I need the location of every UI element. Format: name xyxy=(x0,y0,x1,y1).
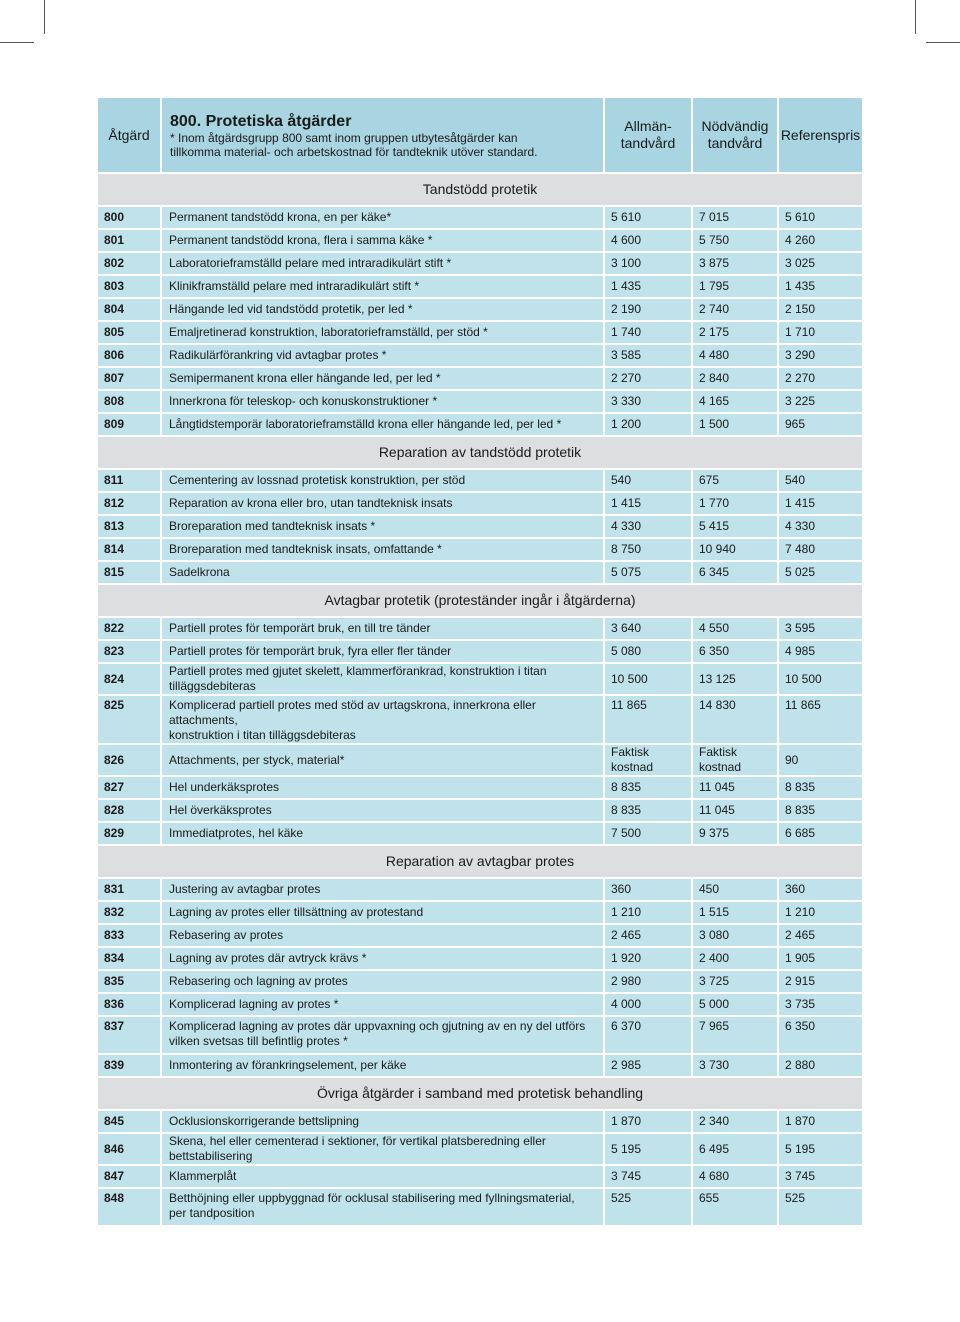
row-description-line: Justering av avtagbar protes xyxy=(169,882,321,896)
row-description-line: Cementering av lossnad protetisk konstruktion, per stöd xyxy=(169,473,466,487)
table-row xyxy=(98,1166,862,1187)
row-nodvandig-tandvard: 7 965 xyxy=(691,1017,777,1053)
row-nodvandig-tandvard: 2 340 xyxy=(691,1111,777,1132)
row-description xyxy=(160,1134,603,1164)
table-row xyxy=(98,1189,862,1225)
table-row xyxy=(98,539,862,560)
row-allman-tandvard: 2 270 xyxy=(603,368,691,389)
table-row xyxy=(98,414,862,435)
row-code: 806 xyxy=(98,345,160,366)
row-referenspris: 2 150 xyxy=(777,299,862,320)
row-referenspris: 8 835 xyxy=(777,777,862,798)
row-allman-tandvard: 11 865 xyxy=(603,696,691,743)
row-code: 848 xyxy=(98,1189,160,1225)
row-code: 803 xyxy=(98,276,160,297)
row-nodvandig-tandvard: 4 480 xyxy=(691,345,777,366)
section-header xyxy=(98,174,862,205)
row-description xyxy=(160,516,603,537)
row-referenspris: 1 415 xyxy=(777,493,862,514)
row-nodvandig-tandvard: 2 840 xyxy=(691,368,777,389)
row-referenspris: 4 985 xyxy=(777,641,862,662)
table-row xyxy=(98,745,862,775)
row-description xyxy=(160,345,603,366)
table-row xyxy=(98,902,862,923)
table-row xyxy=(98,368,862,389)
row-description-line: Broreparation med tandteknisk insats, omfattande * xyxy=(169,542,442,556)
row-description-line: Sadelkrona xyxy=(169,565,230,579)
row-code: 832 xyxy=(98,902,160,923)
table-row xyxy=(98,516,862,537)
header-nodvandig-line2: tandvård xyxy=(707,135,763,151)
row-code: 834 xyxy=(98,948,160,969)
row-nodvandig-tandvard: 11 045 xyxy=(691,777,777,798)
header-allman-tandvard xyxy=(603,98,691,172)
table-row xyxy=(98,1134,862,1164)
row-description-line: Betthöjning eller uppbyggnad för ocklusal stabilisering med fyllningsmaterial, xyxy=(169,1191,575,1205)
row-allman-tandvard: 8 750 xyxy=(603,539,691,560)
row-code: 811 xyxy=(98,470,160,491)
row-code: 833 xyxy=(98,925,160,946)
row-code: 827 xyxy=(98,777,160,798)
row-allman-tandvard: 1 740 xyxy=(603,322,691,343)
row-description-line: Långtidstemporär laboratorieframställd krona eller hängande led, per led * xyxy=(169,417,562,431)
table-row xyxy=(98,207,862,228)
row-nodvandig-tandvard: 655 xyxy=(691,1189,777,1225)
header-note-line1: * Inom åtgärdsgrupp 800 samt inom gruppen utbytesåtgärder kan xyxy=(170,130,518,145)
row-description-line: Broreparation med tandteknisk insats * xyxy=(169,519,376,533)
row-code: 845 xyxy=(98,1111,160,1132)
row-allman-tandvard: 360 xyxy=(603,879,691,900)
table-header xyxy=(98,98,862,172)
row-nodvandig-tandvard: 9 375 xyxy=(691,823,777,844)
row-description-line: Hängande led vid tandstödd protetik, per led * xyxy=(169,302,413,316)
table-row xyxy=(98,925,862,946)
row-description xyxy=(160,562,603,583)
row-nodvandig-tandvard: 11 045 xyxy=(691,800,777,821)
table-row xyxy=(98,253,862,274)
section-header xyxy=(98,585,862,616)
row-allman-tandvard: 3 330 xyxy=(603,391,691,412)
row-code: 846 xyxy=(98,1134,160,1164)
row-nodvandig-tandvard: 1 770 xyxy=(691,493,777,514)
row-referenspris: 10 500 xyxy=(777,664,862,694)
row-code: 812 xyxy=(98,493,160,514)
row-allman-tandvard: 1 210 xyxy=(603,902,691,923)
row-description xyxy=(160,414,603,435)
row-code: 839 xyxy=(98,1055,160,1076)
row-description-line: Radikulärförankring vid avtagbar protes * xyxy=(169,348,387,362)
row-referenspris: 3 225 xyxy=(777,391,862,412)
row-allman-tandvard: 3 640 xyxy=(603,618,691,639)
row-description xyxy=(160,971,603,992)
row-referenspris: 3 735 xyxy=(777,994,862,1015)
row-code: 807 xyxy=(98,368,160,389)
row-allman-tandvard: 6 370 xyxy=(603,1017,691,1053)
row-referenspris: 1 210 xyxy=(777,902,862,923)
header-code-label: Åtgärd xyxy=(98,98,160,172)
header-referenspris: Referenspris xyxy=(777,98,862,172)
section-title: Avtagbar protetik (proteständer ingår i åtgärderna) xyxy=(98,585,862,616)
row-allman-tandvard: Faktisk kostnad xyxy=(603,745,691,775)
row-allman-tandvard: 3 585 xyxy=(603,345,691,366)
row-description xyxy=(160,207,603,228)
row-allman-tandvard: 2 190 xyxy=(603,299,691,320)
row-description xyxy=(160,1166,603,1187)
crop-mark xyxy=(0,42,34,43)
row-description xyxy=(160,1111,603,1132)
page-title: 800. Protetiska åtgärder xyxy=(170,112,352,130)
row-referenspris: 1 710 xyxy=(777,322,862,343)
table-row xyxy=(98,345,862,366)
row-description-line: Partiell protes för temporärt bruk, fyra eller fler tänder xyxy=(169,644,452,658)
row-description-line: Klammerplåt xyxy=(169,1169,237,1183)
row-nodvandig-tandvard: 2 740 xyxy=(691,299,777,320)
row-allman-tandvard: 5 610 xyxy=(603,207,691,228)
row-description xyxy=(160,994,603,1015)
row-code: 826 xyxy=(98,745,160,775)
row-referenspris: 2 270 xyxy=(777,368,862,389)
row-allman-tandvard: 5 075 xyxy=(603,562,691,583)
row-referenspris: 965 xyxy=(777,414,862,435)
section-header xyxy=(98,437,862,468)
crop-mark xyxy=(915,0,916,34)
row-description-line: per tandposition xyxy=(169,1206,255,1220)
row-description xyxy=(160,641,603,662)
table-row xyxy=(98,391,862,412)
row-code: 829 xyxy=(98,823,160,844)
row-code: 815 xyxy=(98,562,160,583)
row-allman-tandvard: 8 835 xyxy=(603,777,691,798)
table-row xyxy=(98,879,862,900)
row-code: 835 xyxy=(98,971,160,992)
row-description xyxy=(160,1017,603,1053)
row-description xyxy=(160,664,603,694)
row-description xyxy=(160,299,603,320)
row-referenspris: 3 595 xyxy=(777,618,862,639)
row-nodvandig-tandvard: 1 500 xyxy=(691,414,777,435)
row-referenspris: 1 905 xyxy=(777,948,862,969)
table-row xyxy=(98,1017,862,1053)
table-row xyxy=(98,1055,862,1076)
header-nodvandig-line1: Nödvändig xyxy=(701,118,769,134)
row-code: 814 xyxy=(98,539,160,560)
row-referenspris: 6 685 xyxy=(777,823,862,844)
row-code: 836 xyxy=(98,994,160,1015)
section-header xyxy=(98,1078,862,1109)
row-description-line: Semipermanent krona eller hängande led, per led * xyxy=(169,371,441,385)
row-description-line: Partiell protes för temporärt bruk, en till tre tänder xyxy=(169,621,431,635)
row-referenspris: 5 025 xyxy=(777,562,862,583)
row-description xyxy=(160,696,603,743)
row-referenspris: 2 915 xyxy=(777,971,862,992)
row-description xyxy=(160,902,603,923)
section-title: Övriga åtgärder i samband med protetisk behandling xyxy=(98,1078,862,1109)
row-description xyxy=(160,539,603,560)
crop-mark xyxy=(44,0,45,34)
row-nodvandig-tandvard: Faktisk kostnad xyxy=(691,745,777,775)
price-table xyxy=(98,96,862,1227)
header-title-cell xyxy=(160,98,603,172)
row-allman-tandvard: 5 080 xyxy=(603,641,691,662)
row-code: 828 xyxy=(98,800,160,821)
row-allman-tandvard: 2 980 xyxy=(603,971,691,992)
row-description-line: Emaljretinerad konstruktion, laboratorieframställd, per stöd * xyxy=(169,325,488,339)
row-referenspris: 360 xyxy=(777,879,862,900)
row-referenspris: 4 260 xyxy=(777,230,862,251)
row-nodvandig-tandvard: 13 125 xyxy=(691,664,777,694)
row-nodvandig-tandvard: 4 680 xyxy=(691,1166,777,1187)
row-allman-tandvard: 1 435 xyxy=(603,276,691,297)
row-referenspris: 3 745 xyxy=(777,1166,862,1187)
row-nodvandig-tandvard: 1 515 xyxy=(691,902,777,923)
table-row xyxy=(98,299,862,320)
row-code: 813 xyxy=(98,516,160,537)
row-nodvandig-tandvard: 6 350 xyxy=(691,641,777,662)
table-row xyxy=(98,971,862,992)
row-description xyxy=(160,925,603,946)
row-referenspris: 90 xyxy=(777,745,862,775)
table-row xyxy=(98,664,862,694)
row-description-line: Lagning av protes där avtryck krävs * xyxy=(169,951,367,965)
row-nodvandig-tandvard: 6 495 xyxy=(691,1134,777,1164)
row-code: 809 xyxy=(98,414,160,435)
row-nodvandig-tandvard: 2 175 xyxy=(691,322,777,343)
table-row xyxy=(98,276,862,297)
row-nodvandig-tandvard: 3 080 xyxy=(691,925,777,946)
row-nodvandig-tandvard: 5 000 xyxy=(691,994,777,1015)
row-referenspris: 11 865 xyxy=(777,696,862,743)
row-description xyxy=(160,368,603,389)
row-description-line: Komplicerad lagning av protes där uppvaxning och gjutning av en ny del utförs xyxy=(169,1019,586,1033)
section-header xyxy=(98,846,862,877)
row-nodvandig-tandvard: 7 015 xyxy=(691,207,777,228)
table-row xyxy=(98,777,862,798)
row-nodvandig-tandvard: 4 165 xyxy=(691,391,777,412)
row-referenspris: 525 xyxy=(777,1189,862,1225)
section-title: Reparation av avtagbar protes xyxy=(98,846,862,877)
row-nodvandig-tandvard: 3 725 xyxy=(691,971,777,992)
row-description-line: vilken svetsas till befintlig protes * xyxy=(169,1034,348,1048)
row-referenspris: 5 195 xyxy=(777,1134,862,1164)
row-description-line: Laboratorieframställd pelare med intraradikulärt stift * xyxy=(169,256,452,270)
row-nodvandig-tandvard: 5 415 xyxy=(691,516,777,537)
table-row xyxy=(98,230,862,251)
row-description xyxy=(160,1189,603,1225)
row-allman-tandvard: 525 xyxy=(603,1189,691,1225)
row-nodvandig-tandvard: 1 795 xyxy=(691,276,777,297)
row-allman-tandvard: 10 500 xyxy=(603,664,691,694)
row-referenspris: 3 290 xyxy=(777,345,862,366)
row-allman-tandvard: 8 835 xyxy=(603,800,691,821)
row-description-line: Rebasering av protes xyxy=(169,928,284,942)
header-note-line2: tillkomma material- och arbetskostnad för tandteknik utöver standard. xyxy=(170,144,538,159)
row-description-line: Reparation av krona eller bro, utan tandteknisk insats xyxy=(169,496,453,510)
row-description xyxy=(160,493,603,514)
table-row xyxy=(98,994,862,1015)
row-description-line: Innerkrona för teleskop- och konuskonstruktioner * xyxy=(169,394,438,408)
row-code: 805 xyxy=(98,322,160,343)
row-description-line: Partiell protes med gjutet skelett, klammerförankrad, konstruktion i titan tilläggsdebiteras xyxy=(169,664,547,693)
row-referenspris: 2 880 xyxy=(777,1055,862,1076)
row-allman-tandvard: 1 200 xyxy=(603,414,691,435)
row-allman-tandvard: 4 600 xyxy=(603,230,691,251)
row-description-line: Rebasering och lagning av protes xyxy=(169,974,348,988)
row-referenspris: 3 025 xyxy=(777,253,862,274)
row-description xyxy=(160,253,603,274)
row-description-line: Lagning av protes eller tillsättning av protestand xyxy=(169,905,424,919)
row-allman-tandvard: 2 465 xyxy=(603,925,691,946)
row-referenspris: 1 870 xyxy=(777,1111,862,1132)
header-nodvandig-tandvard xyxy=(691,98,777,172)
row-description-line: Komplicerad partiell protes med stöd av urtagskrona, innerkrona eller attachments, xyxy=(169,698,536,727)
table-row xyxy=(98,823,862,844)
row-description-line: Ocklusionskorrigerande bettslipning xyxy=(169,1114,360,1128)
section-title: Tandstödd protetik xyxy=(98,174,862,205)
row-nodvandig-tandvard: 14 830 xyxy=(691,696,777,743)
table-row xyxy=(98,948,862,969)
table-row xyxy=(98,493,862,514)
row-code: 801 xyxy=(98,230,160,251)
row-description xyxy=(160,618,603,639)
row-description xyxy=(160,745,603,775)
row-description-line: Skena, hel eller cementerad i sektioner, för vertikal platsberedning eller bettstabilisering xyxy=(169,1134,546,1163)
row-code: 837 xyxy=(98,1017,160,1053)
row-description xyxy=(160,322,603,343)
row-allman-tandvard: 1 870 xyxy=(603,1111,691,1132)
row-description xyxy=(160,391,603,412)
row-allman-tandvard: 5 195 xyxy=(603,1134,691,1164)
row-description-line: Klinikframställd pelare med intraradikulärt stift * xyxy=(169,279,420,293)
table-row xyxy=(98,696,862,743)
table-row xyxy=(98,800,862,821)
row-referenspris: 2 465 xyxy=(777,925,862,946)
row-referenspris: 8 835 xyxy=(777,800,862,821)
row-referenspris: 5 610 xyxy=(777,207,862,228)
row-code: 823 xyxy=(98,641,160,662)
row-nodvandig-tandvard: 3 730 xyxy=(691,1055,777,1076)
row-description-line: konstruktion i titan tilläggsdebiteras xyxy=(169,728,356,742)
row-description-line: Hel överkäksprotes xyxy=(169,803,272,817)
row-description-line: Attachments, per styck, material* xyxy=(169,752,345,767)
row-allman-tandvard: 3 745 xyxy=(603,1166,691,1187)
row-code: 804 xyxy=(98,299,160,320)
row-description-line: Permanent tandstödd krona, flera i samma käke * xyxy=(169,233,433,247)
row-code: 824 xyxy=(98,664,160,694)
row-description-line: Inmontering av förankringselement, per käke xyxy=(169,1058,407,1072)
row-referenspris: 6 350 xyxy=(777,1017,862,1053)
table-row xyxy=(98,1111,862,1132)
row-code: 847 xyxy=(98,1166,160,1187)
row-referenspris: 540 xyxy=(777,470,862,491)
row-code: 822 xyxy=(98,618,160,639)
row-nodvandig-tandvard: 6 345 xyxy=(691,562,777,583)
row-code: 800 xyxy=(98,207,160,228)
row-referenspris: 1 435 xyxy=(777,276,862,297)
row-description xyxy=(160,230,603,251)
header-allman-line2: tandvård xyxy=(620,135,676,151)
row-description xyxy=(160,879,603,900)
table-row xyxy=(98,322,862,343)
row-nodvandig-tandvard: 675 xyxy=(691,470,777,491)
row-description xyxy=(160,1055,603,1076)
row-description xyxy=(160,470,603,491)
table-row xyxy=(98,562,862,583)
row-allman-tandvard: 4 330 xyxy=(603,516,691,537)
row-allman-tandvard: 1 920 xyxy=(603,948,691,969)
row-description-line: Immediatprotes, hel käke xyxy=(169,826,304,840)
row-allman-tandvard: 3 100 xyxy=(603,253,691,274)
row-referenspris: 7 480 xyxy=(777,539,862,560)
row-description xyxy=(160,777,603,798)
row-code: 825 xyxy=(98,696,160,743)
row-nodvandig-tandvard: 2 400 xyxy=(691,948,777,969)
row-description-line: Hel underkäksprotes xyxy=(169,780,280,794)
row-description xyxy=(160,948,603,969)
row-allman-tandvard: 540 xyxy=(603,470,691,491)
row-code: 808 xyxy=(98,391,160,412)
row-description xyxy=(160,800,603,821)
row-allman-tandvard: 2 985 xyxy=(603,1055,691,1076)
table-row xyxy=(98,470,862,491)
row-description xyxy=(160,276,603,297)
row-description-line: Komplicerad lagning av protes * xyxy=(169,997,339,1011)
table-row xyxy=(98,618,862,639)
row-nodvandig-tandvard: 450 xyxy=(691,879,777,900)
row-code: 802 xyxy=(98,253,160,274)
row-code: 831 xyxy=(98,879,160,900)
row-allman-tandvard: 7 500 xyxy=(603,823,691,844)
table-row xyxy=(98,641,862,662)
row-description xyxy=(160,823,603,844)
row-description-line: Permanent tandstödd krona, en per käke* xyxy=(169,210,392,224)
row-allman-tandvard: 1 415 xyxy=(603,493,691,514)
row-nodvandig-tandvard: 4 550 xyxy=(691,618,777,639)
row-nodvandig-tandvard: 5 750 xyxy=(691,230,777,251)
row-allman-tandvard: 4 000 xyxy=(603,994,691,1015)
row-nodvandig-tandvard: 3 875 xyxy=(691,253,777,274)
row-nodvandig-tandvard: 10 940 xyxy=(691,539,777,560)
section-title: Reparation av tandstödd protetik xyxy=(98,437,862,468)
row-referenspris: 4 330 xyxy=(777,516,862,537)
header-allman-line1: Allmän- xyxy=(624,118,672,134)
crop-mark xyxy=(926,42,960,43)
